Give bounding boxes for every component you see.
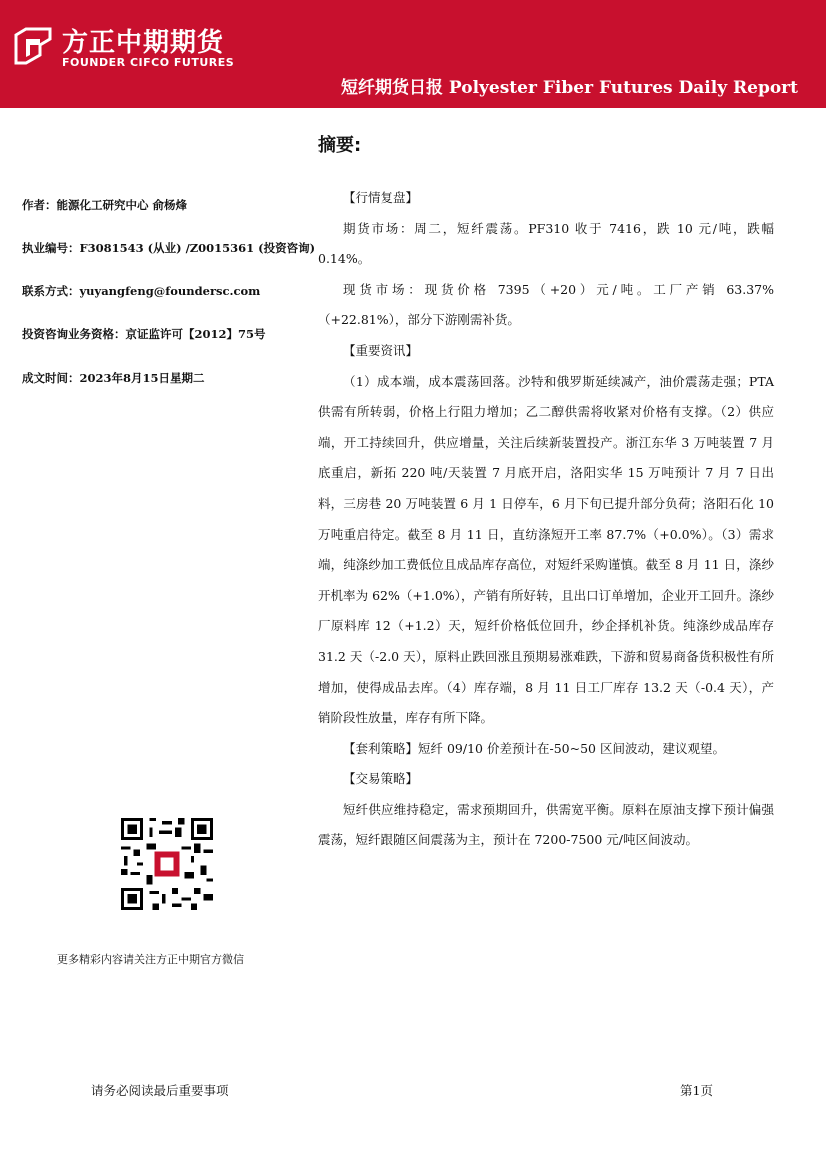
paragraph-arbitrage-strategy: 【套利策略】短纤 09/10 价差预计在-50~50 区间波动，建议观望。 [343,740,725,756]
summary-body [318,183,774,856]
contact-info: 联系方式：yuyangfeng@foundersc.com [22,284,261,298]
report-header [0,0,826,108]
qr-code-icon [121,818,213,910]
report-title: 短纤期货日报 Polyester Fiber Futures Daily Report [340,78,798,98]
founder-logo-icon [12,25,54,67]
section-heading-market-review: 【行情复盘】 [343,190,419,205]
logo-chinese-text: 方正中期期货 [62,28,225,58]
publish-date: 成文时间：2023年8月15日星期二 [22,371,205,385]
section-heading-key-news: 【重要资讯】 [343,342,419,358]
qr-caption: 更多精彩内容请关注方正中期官方微信 [57,953,244,966]
paragraph-spot-market: 现货市场：现货价格 7395（+20）元/吨。工厂产销 63.37%（+22.81%），部分下游刚需补货。 [318,281,774,328]
qualification-info: 投资咨询业务资格：京证监许可【2012】75号 [22,327,266,341]
paragraph-futures-market: 期货市场：周二，短纤震荡。PF310 收于 7416，跌 10 元/吨，跌幅 0.14%。 [318,220,775,267]
section-heading-trading-strategy: 【交易策略】 [343,771,419,787]
paragraph-trading-strategy: 短纤供应维持稳定，需求预期回升，供需宽平衡。原料在原油支撑下预计偏强震荡，短纤跟随区间震荡为主，预计在 7200-7500 元/吨区间波动。 [318,801,774,848]
license-number: 执业编号：F3081543 (从业) /Z0015361 (投资咨询) [22,241,316,255]
page-number: 第1页 [680,1083,713,1098]
author-info: 作者：能源化工研究中心 俞杨烽 [22,198,188,212]
logo-english-text: FOUNDER CIFCO FUTURES [62,56,235,69]
paragraph-key-news: （1）成本端，成本震荡回落。沙特和俄罗斯延续减产，油价震荡走强；PTA 供需有所转弱，价格上行阻力增加；乙二醇供需将收紧对价格有支撑。（2）供应端，开工持续回升，供应增量，关注后续新装置投产。浙江东华 3 万吨装置 7 月底重启，新拓 220 吨/天装置 7 月底开启，洛阳实华 15 万吨预计 7 月 7 日出料，三房巷 20 万吨装置 6 月 1 日停车，6 月下旬已提升部分负荷；洛阳石化 10 万吨重启待定。截至 8 月 11 日，直纺涤短开工率 87.7%（+0.0%）。（3）需求端，纯涤纱加工费低位且成品库存高位，对短纤采购谨慎。截至 8 月 11 日，涤纱开机率为 62%（+1.0%），产销有所好转，且出口订单增加，企业开工回升。涤纱厂原料库 12（+1.2）天，短纤价格低位回升，纱企择机补货。纯涤纱成品库存 31.2 天（-2.0 天），原料止跌回涨且预期易涨难跌，下游和贸易商备货积极性有所增加，使得成品去库。（4）库存端，8 月 11 日工厂库存 13.2 天（-0.4 天），产销阶段性放量，库存有所下降。 [318,373,774,726]
footer-notice: 请务必阅读最后重要事项 [91,1083,229,1098]
summary-heading: 摘要: [318,135,362,156]
